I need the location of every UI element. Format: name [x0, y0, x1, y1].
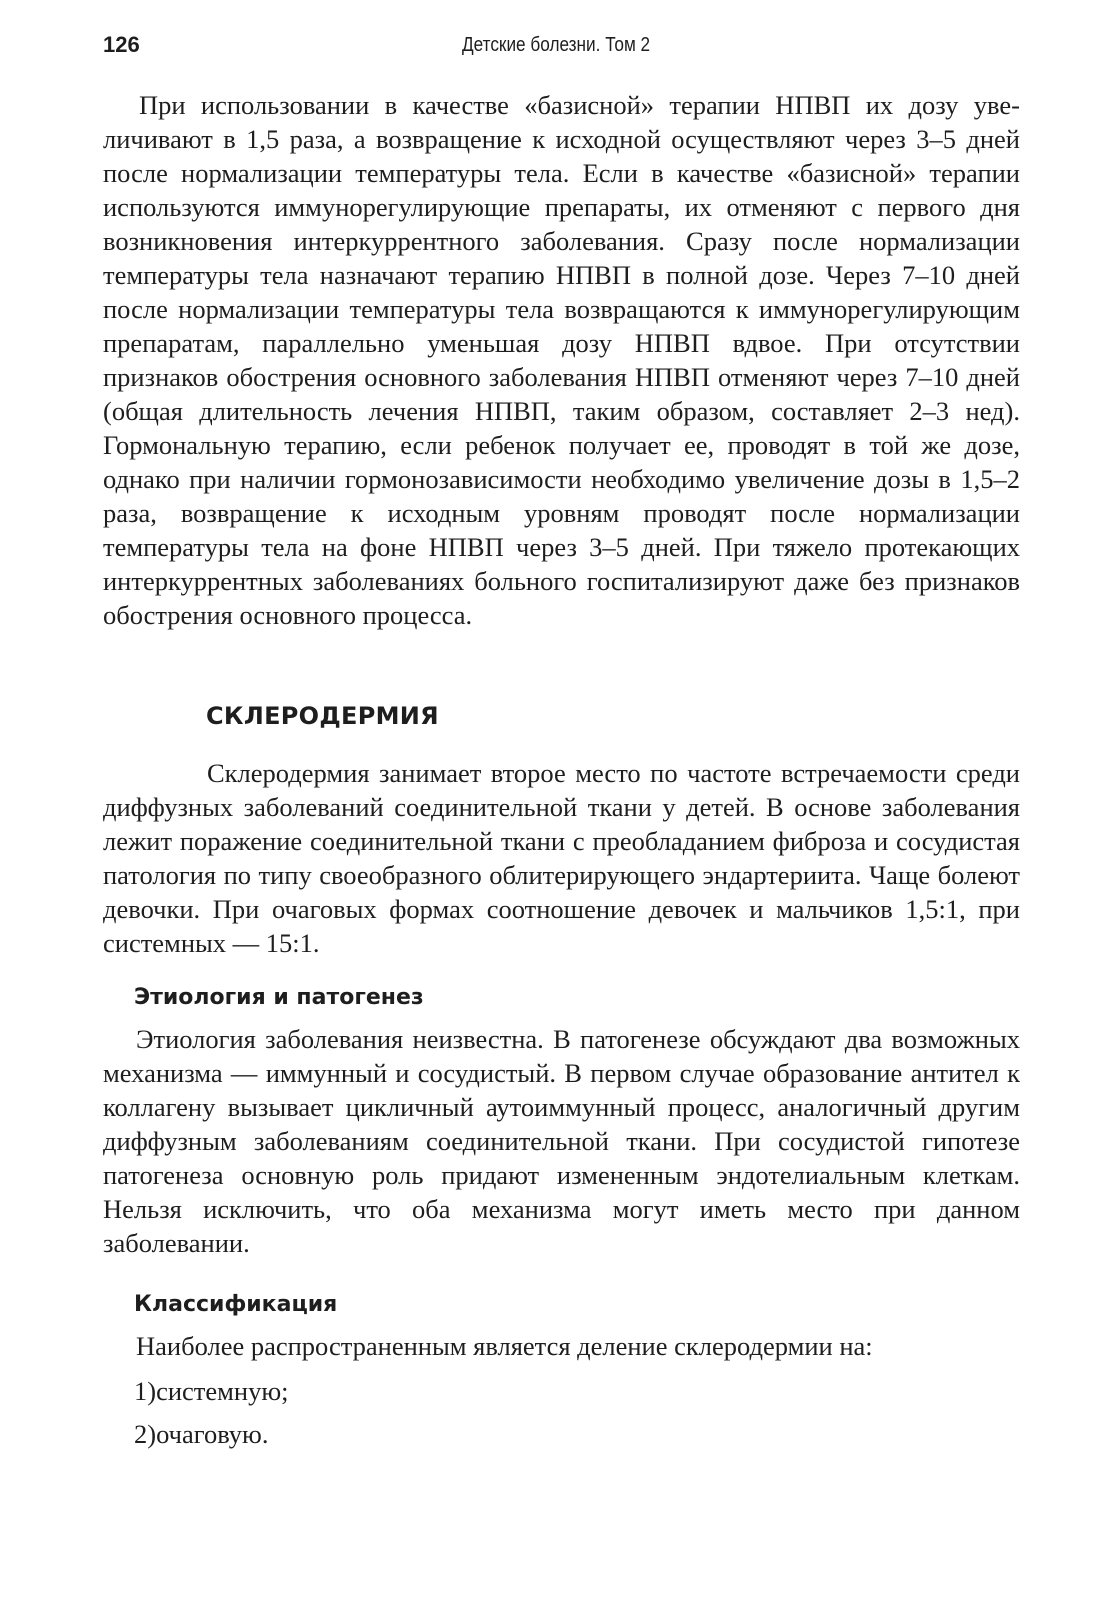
running-head: Детские болезни. Том 2: [462, 34, 651, 56]
intro-paragraph: При использовании в качестве «базисной» терапии НПВП их дозу увеличивают в 1,5 раза, а возвращение к исходной осуществляют через 3–5 дней после нормализации температуры тела. Если в качестве «базисной» терапии используются иммунорегулирующие препараты, их отменяют с первого дня возникновения интеркуррентного заболевания. Сразу после нормализации температуры тела назначают терапию НПВП в полной дозе. Через 7–10 дней после нормализации температуры тела возвращаются к иммунорегулирующим препаратам, параллельно уменьшая дозу НПВП вдвое. При отсутствии признаков обострения основного заболевания НПВП отменяют через 7–10 дней (общая длительность лечения НПВП, таким образом, составляет 2–3 нед). Гормональную терапию, если ребенок получает ее, проводят в той же дозе, однако при наличии гормонозависимости необходимо увеличение дозы в 1,5–2 раза, возвращение к исходным уровням проводят после нормализации температуры тела на фоне НПВП через 3–5 дней. При тяжело протекающих интеркуррентных заболеваниях больного госпитализируют даже без признаков обострения основного процесса.: [103, 90, 1020, 630]
classification-heading: Классификация: [134, 1292, 338, 1317]
section-heading: СКЛЕРОДЕРМИЯ: [206, 702, 439, 730]
etiology-paragraph: Этиология заболевания неизвестна. В патогенезе обсуждают два возможных механизма — иммунный и сосудистый. В первом случае образование антител к коллагену вызывает цикличный аутоиммунный процесс, аналогичный другим диффузным заболеваниям соединительной ткани. При сосудистой гипотезе патогенеза основную роль придают измененным эндотелиальным клеткам. Нельзя исключить, что оба механизма могут иметь место при данном заболевании.: [103, 1024, 1020, 1258]
list-item-systemic: 1)системную;: [134, 1376, 289, 1406]
list-item-focal: 2)очаговую.: [134, 1419, 269, 1449]
page-number: 126: [103, 32, 140, 57]
classification-intro: Наиболее распространенным является деление склеродермии на:: [136, 1331, 873, 1361]
scleroderma-paragraph: Склеродермия занимает второе место по частоте встречаемости среди диффузных заболеваний соединительной ткани у детей. В основе заболевания лежит поражение соединительной ткани с преобладанием фиброза и сосудистая патология по типу своеобразного облитерирующего эндартериита. Чаще болеют девочки. При очаговых формах соотношение девочек и мальчиков 1,5:1, при системных — 15:1.: [103, 758, 1020, 958]
etiology-heading: Этиология и патогенез: [134, 985, 424, 1010]
